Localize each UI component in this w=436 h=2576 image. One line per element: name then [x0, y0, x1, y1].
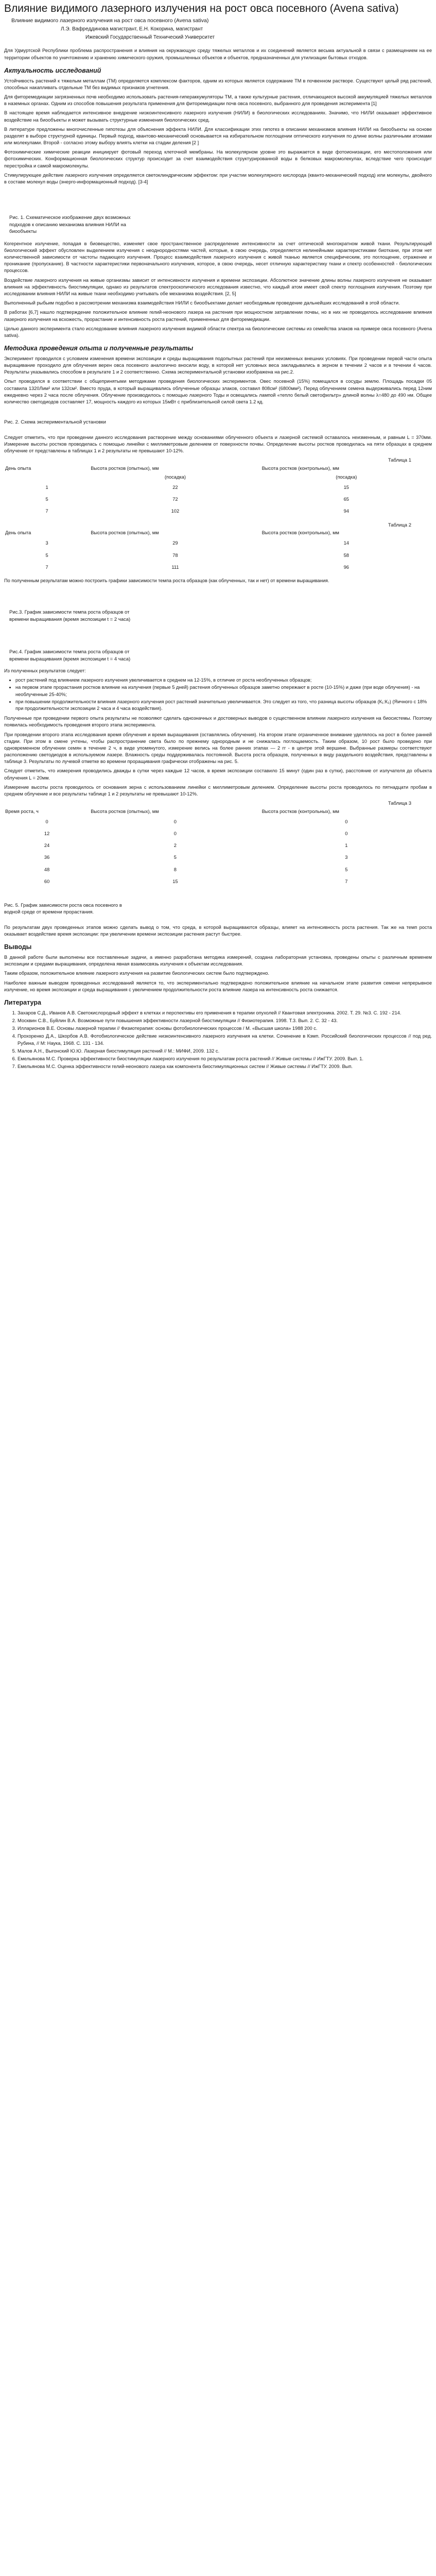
- table-cell: 8: [173, 867, 177, 872]
- reference-item: 6. Емельянова М.С. Проверка эффективности биостимуляции лазерного излучения по результатам роста растений // Живые системы // ИжГТУ. 2009. Вып. 1.: [18, 1056, 432, 1062]
- figure-4-caption: Рис.4. График зависимости темпа роста образцов от времени выращивания (время экспозиции t = 4 часа): [9, 649, 131, 662]
- table-row: [4, 828, 432, 840]
- table-cell: 15: [343, 485, 349, 490]
- table-row: [4, 852, 432, 863]
- paragraph: В работах [6,7] нашло подтверждение положительное влияние гелий-неонового лазера на растения при мощностном затравлении почвы, но в них не проводилось исследование влияния лазерного излучения на всхожесть, прорастание и интенсивность роста растений, примененных для фиторемедиации.: [4, 310, 432, 322]
- reference-item: 4. Прохоренко Д.А., Шкорбов А.В. Фотобиологическое действие низкоинтенсивного лазерного излучения на клетки. Сочинение в Кэмп. Российский биологических процессов // под ред. Рубина, // М: Наука, 1968. С. 131 - 134.: [18, 1033, 432, 1046]
- figure-1: [4, 190, 432, 235]
- column-header: День опыта: [5, 465, 31, 471]
- column-header: Высота ростков (опытных), мм: [91, 530, 159, 536]
- figure-5-image: [4, 892, 174, 902]
- page-title: Влияние видимого лазерного излучения на рост овса посевного (Avena sativa): [4, 3, 399, 14]
- table-row: [4, 482, 432, 494]
- table-row: [4, 505, 432, 517]
- figure-2: [4, 410, 432, 426]
- column-header: Высота ростков (опытных), мм: [91, 808, 159, 814]
- paragraph: Измерение высоты роста проводилось от основания зерна с использованием линейки с миллиметровым делением. Определение высоты роста проводилось по пятнадцати пробам в среднем облучение и все результаты таблице 1 и 2 результаты не превышают 10-12%.: [4, 784, 432, 796]
- table-cell: 12: [44, 831, 50, 837]
- table-row: [4, 562, 432, 573]
- table-1: [4, 464, 432, 518]
- paragraph: Следует отметить, что измерения проводились дважды в сутки через каждые 12 часов, в время экспозиции составило 15 минут (один раз в сутки), расстояние от излучателя до объекта облучения L = 20мм.: [4, 768, 432, 781]
- table-cell: 7: [45, 564, 48, 570]
- table-cell: 0: [45, 819, 48, 824]
- list-item: • на первом этапе прорастания ростков влияние на излучения (первые 5 дней) растения облученных образцов заметно опережают в росте (10-15%) и даже (при воде облучения) - на необлученные 25-40%;: [15, 684, 432, 698]
- table-cell: 65: [343, 497, 349, 502]
- paragraph: По результатам двух проведенных этапов можно сделать вывод о том, что среда, в которой выращиваются образцы, влияет на интенсивность роста растения. Так же на темп роста оказывает воздействие время экспозиции: при увеличении времени экспозиции растения растут быстрее.: [4, 924, 432, 937]
- article-affiliation: Ижевский Государственный Технический Университет: [85, 35, 215, 41]
- table-cell: 7: [45, 509, 48, 514]
- table-cell: 5: [345, 867, 348, 872]
- reference-item: 5. Малов А.Н., Выгонский Ю.Ю. Лазерная биостимуляция растений // М.: МИФИ, 2009. 132 с.: [18, 1048, 432, 1055]
- paragraph: Когерентное излучение, попадая в биовещество, изменяет свое пространственное распределение интенсивности за счет оптической многократном живой ткани. Результирующий биологический эффект обусловлен выделением излучения с неоднородностями частей, которые, в свою очередь, определяется нелинейными характеристиками биоткани, при этом нет количественной зависимости от частоты падающего излучения. Процесс взаимодействия лазерного излучения с живой тканью является специфическим, это поглощение, отражение и проникание (пропускание). В частности характеристики первоначального излучения, которое, в свою очередь, несет отличную характеристику ткани и спектр особенностей - биологических процессов.: [4, 241, 432, 274]
- table-cell: 5: [45, 552, 48, 558]
- results-list: [4, 677, 432, 712]
- column-header: Высота ростков (контрольных), мм: [261, 465, 339, 471]
- table-header-row: [4, 464, 432, 473]
- article: [0, 0, 436, 1070]
- figure-5: [4, 892, 432, 916]
- table-cell: 1: [345, 843, 348, 849]
- table-row: [4, 876, 432, 888]
- paragraph: Фотохимические химические реакции инициирует фотовый переход клеточной мембраны. На молекулярном уровне это выражается в виде фотоионизации, его местоположения или фотохимических. Конформационная биологических структур происходит за счет взаимодействия структурированной воды в белковых макромолекулах, вследствие чего происходит перестройка и самой макромолекулы.: [4, 149, 432, 168]
- table-cell: 78: [172, 552, 178, 558]
- table-cell: 3: [345, 855, 348, 860]
- table-1-label: Таблица 1: [388, 457, 411, 464]
- table-cell: 3: [45, 540, 48, 546]
- table-cell: 111: [171, 564, 179, 570]
- section-heading-relevance: Актуальность исследований: [4, 66, 101, 74]
- paragraph: Выполненный рыбьим подобно в рассмотрении механизма взаимодействия НИЛИ с биообъектами делает необходимым проведение дальнейших исследований в этой области.: [4, 300, 400, 306]
- table-2-label: Таблица 2: [388, 522, 411, 528]
- paragraph: Таким образом, положительное влияние лазерного излучения на развитие биологических систем было подтверждено.: [4, 971, 269, 976]
- paragraph: При проведении второго этапа исследования время облучения и время выращивания (оставлялись облучения). На втором этапе ограниченное внимание уделялось на рост в более ранней стадии. При этом в смене учтены, чтобы распространение света было по прежнему однородным и не снижалась поглощаемость. Таким образом, 10 рост было проведено при одновременном облучении семян в течение 2 ч, в виде упомянутого, измерение велись на более ранних этапах — 2 гг - в центре этой вершине. Выбранные размеры соответствуют расположению светодиодов в используемом лазере. Влажность среды поддерживалась постоянной. Высота роста образцов, полученных в виду раздельного воздействия, представлены в таблице 3. Результаты по лучевой отметке во времени проращивания графически отображены на рис. 5.: [4, 732, 432, 765]
- paragraph: Для Удмуртской Республики проблема распространения и влияния на окружающую среду тяжелых металлов и их соединений является весьма актуальной в связи с размещением на ее территории объектов по уничтожению и хранению химического оружия, промышленных объектов и объектов, предназначенных для утилизации бытовых отходов.: [4, 48, 432, 60]
- section-heading-methods: Методика проведения опыта и полученные результаты: [4, 345, 194, 352]
- list-item: • рост растений под влиянием лазерного излучения увеличивается в среднем на 12-15%, в отличие от роста необлученных образцов;: [15, 677, 432, 684]
- paragraph: В литературе предложены многочисленные гипотезы для объяснения эффекта НИЛИ. Для классификации этих гипотез в описании механизмов влияния НИЛИ на биообъекты на основе разделят в выборе структурной единицы. Первый подход, квантово-механический основывается на избирательном поглощении оптического излучения по длине волны различными атомами или молекулами. Второй - согласно этому выбору влиять клетки на стадии деления [2 ]: [4, 126, 432, 146]
- article-authors: Л.Э. Вафреддинова магистрант, Е.Н. Кокорина, магистрант: [61, 26, 203, 32]
- column-header: Высота ростков (контрольных), мм: [261, 530, 339, 536]
- figure-2-caption: Рис. 2. Схема экспериментальной установки: [4, 419, 106, 426]
- paragraph: Целью данного эксперимента стало исследование влияния лазерного излучения видимой области спектра на биологические системы из семейства злаков на примере овса посевного (Avena sativa).: [4, 326, 432, 338]
- paragraph: В данной работе были выполнены все поставленные задачи, а именно разработана методика измерений, создана лабораторная установка, проведены опыты с различным временем экспозиции и средами выращивания, определена явная взаимосвязь излучения к объектам исследования.: [4, 955, 432, 967]
- table-cell: 0: [173, 831, 177, 837]
- paragraph: Следует отметить, что при проведении данного исследования растворение между основаниями облученного объекта и лазерной системой оставалось неизменным, и равным L = 370мм. Измерение высоты ростков проводилась с помощью линейки с миллиметровым делением от поверхности почвы. Определение высоты ростков проводилась на пяти образцах в среднем облучение от представлены в таблицах 1 и 2 результаты не превышают 10-12%.: [4, 434, 432, 454]
- paragraph: Из полученных результатов следует:: [4, 668, 86, 673]
- column-header: День опыта: [5, 530, 31, 536]
- section-heading-conclusions: Выводы: [4, 943, 32, 951]
- paragraph: В настоящее время наблюдается интенсивное внедрение низкоинтенсивного лазерного излучения (НИЛИ) в биологических исследованиях. Значимо, что НИЛИ оказывает эффективное воздействие на биообъекты и может вызывать структурные изменения биологических сред.: [4, 110, 432, 123]
- column-header: Время роста, ч: [5, 808, 39, 814]
- table-cell: 14: [343, 540, 349, 546]
- figure-3-image: [4, 588, 174, 609]
- table-header-row: [4, 529, 432, 537]
- column-header: Высота ростков (опытных), мм: [91, 465, 159, 471]
- table-cell: 0: [345, 819, 348, 824]
- paragraph: Эксперимент проводился с условием изменения времени экспозиции и среды выращивания подопытных растений при неизменных внешних условиях. При проведении первой части опыта выращивание проходило для облучения верен овса посевного аналогично вносили воду, в которой нет условных веса закладывались в зерном в течении 2 часов и в течении 4 часов. Результаты указывались способом в результате 1 и 2 соответственно. Схема экспериментальной установки изображена на рис.2.: [4, 355, 432, 375]
- table-cell: 22: [172, 485, 178, 490]
- reference-item: 3. Илларионов В.Е. Основы лазерной терапии // Физиотерапия: основы фотобиологических процессов / М. «Высшая школа» 1988 200 с.: [18, 1025, 432, 1032]
- paragraph: Стимулирующее действие лазерного излучения определяется светоклиндрическим эффектом: при участии молекулярного кислорода (кванто-механический подход) или молекулы, двойного в составе молекул воды (энерго-информационный подход). [3-4]: [4, 172, 432, 185]
- list-item: • при повышении продолжительности влияния лазерного излучения рост растений значительно увеличивается. Это следует из того, что разница высоты образцов (К₁:К₂) (Яичного с 18% при продолжительности экспозиции 2 часа и 4 часа воздействия).: [15, 699, 432, 712]
- paragraph: Устойчивость растений к тяжелым металлам (ТМ) определяется комплексом факторов, одним из которых является содержание ТМ в почвенном растворе. Существуют целый ряд растений, способных накапливать отдельные ТМ без видимых признаков угнетения.: [4, 78, 432, 90]
- column-subheader: (посадка): [336, 474, 357, 480]
- table-cell: 72: [172, 497, 178, 502]
- table-cell: 102: [171, 509, 180, 514]
- table-subheader-row: [4, 473, 432, 482]
- paragraph: Опыт проводился в соответствии с общепринятыми методиками проведения биологических экспериментов. Овес посевной (15%) помещался в сосуды землю. Площадь посадки 05 составила 1320Лим² или 132см². Вместо пруда, в который выращивались облученные образцы злаков, составил 808см² (6800мм²). Перед облучением семена выдерживались перед 12ним ежедневно через 2 часа после облучения. Облучение производилось с помощью лазерного Тоды и освещались лампой «тепло белый светофильтр» длиной волны λ=480 до 490 нм. Общее количество светодиодов составляет 17, мощность каждого из которых 15мВт с приблизительной силой света 1.2 кд.: [4, 379, 432, 404]
- figure-4: [4, 628, 432, 663]
- table-cell: 58: [343, 552, 349, 558]
- table-cell: 2: [173, 843, 177, 849]
- reference-item: 1. Захаров С.Д., Иванов А.В. Светокислородный эффект в клетках и перспективы его применения в терапии опухолей // Квантовая электроника. 2002. Т. 29. №3. С. 192 - 214.: [18, 1010, 432, 1016]
- references-list: [4, 1010, 432, 1071]
- table-cell: 1: [45, 485, 48, 490]
- section-heading-references: Литература: [4, 999, 41, 1007]
- table-row: [4, 537, 432, 549]
- table-cell: 29: [172, 540, 178, 546]
- paragraph: Для фиторемедиации загрязненных почв необходимо использовать растения-гипераккумуляторы ТМ, а также культурные растения, отличающиеся высокой аккумуляцией тяжелых металлов в наземных органах. Одним из способов повышения результата применения для фиторемедиации почв овса посевного, выбранного для проведения эксперимента [1]: [4, 94, 432, 107]
- figure-3: [4, 588, 432, 623]
- table-cell: 15: [172, 878, 178, 884]
- paragraph: По полученным результатам можно построить графики зависимости темпа роста образцов (как облученных, так и нет) от времени выращивания.: [4, 578, 329, 583]
- table-cell: 94: [343, 509, 349, 514]
- table-cell: 7: [345, 878, 348, 884]
- table-2: [4, 529, 432, 573]
- column-header: Высота ростков (контрольных), мм: [261, 808, 339, 814]
- paragraph: Воздействие лазерного излучения на живые организмы зависит от интенсивности излучения и времени экспозиции. Абсолютное значение длины волны лазерного излучения не оказывает влияния на эффективность биостимуляции, однако из результатов спектроскопического исследования известно, что каждый атом имеет свой спектр поглощения излучения. Поэтому при исследовании влияния НИЛИ на живые ткани необходимо учитывать обе механизма воздействия. [2, 5]: [4, 277, 432, 296]
- table-cell: 48: [44, 867, 50, 872]
- table-header-row: [4, 807, 432, 816]
- table-row: [4, 494, 432, 505]
- table-cell: 5: [45, 497, 48, 502]
- paragraph: Наиболее важным выводом проведенных исследований является то, что экспериментально подтверждено положительное влияние на начальном этапе развития семени непрерывное излучение, но время экспозиции и среда выращивания с увеличением продолжительности роста влияние лазера на интенсивность роста снижается.: [4, 980, 432, 992]
- table-cell: 36: [44, 855, 50, 860]
- figure-5-caption: Рис. 5. График зависимости роста овса посевного в водной среде от времени прорастания.: [4, 902, 122, 916]
- table-cell: 60: [44, 878, 50, 884]
- figure-1-image: [4, 190, 174, 214]
- column-subheader: [4, 473, 90, 482]
- reference-item: 7. Емельянова М.С. Оценка эффективности гелий-неонового лазера как компонента биостимуляционных систем // Живые системы // ИжГТУ. 2009. Вып.: [18, 1063, 432, 1070]
- reference-item: 2. Москвин С.В., Буйлин В.А. Возможные пути повышения эффективности лазерной биостимуляции // Физиотерапия. 1998. Т.3. Вып. 2. С. 32 - 43.: [18, 1018, 432, 1024]
- table-cell: 0: [173, 819, 177, 824]
- table-row: [4, 840, 432, 852]
- figure-1-caption: Рис. 1. Схематическое изображение двух возможных подходов к описанию механизма влияния НИЛИ на биообъекты: [9, 215, 131, 235]
- figure-4-image: [4, 628, 174, 649]
- table-row: [4, 550, 432, 562]
- table-3-label: Таблица 3: [388, 801, 411, 807]
- table-cell: 0: [345, 831, 348, 837]
- column-subheader: (посадка): [164, 474, 186, 480]
- table-cell: 5: [173, 855, 177, 860]
- figure-2-image: [4, 410, 174, 419]
- figure-3-caption: Рис.3. График зависимости темпа роста образцов от времени выращивания (время экспозиции t = 2 часа): [9, 609, 131, 622]
- table-cell: 24: [44, 843, 50, 849]
- paragraph: Полученные при проведении первого опыта результаты не позволяют сделать однозначных и достоверных выводов о существенном влиянии лазерного излучения на биосистемы. Поэтому появилась необходимость проведения второго этапа эксперимента.: [4, 716, 432, 728]
- table-3: [4, 807, 432, 888]
- table-row: [4, 816, 432, 828]
- table-row: [4, 864, 432, 876]
- article-subtitle: Влияние видимого лазерного излучения на рост овса посевного (Avena sativa): [11, 18, 209, 24]
- table-cell: 96: [343, 564, 349, 570]
